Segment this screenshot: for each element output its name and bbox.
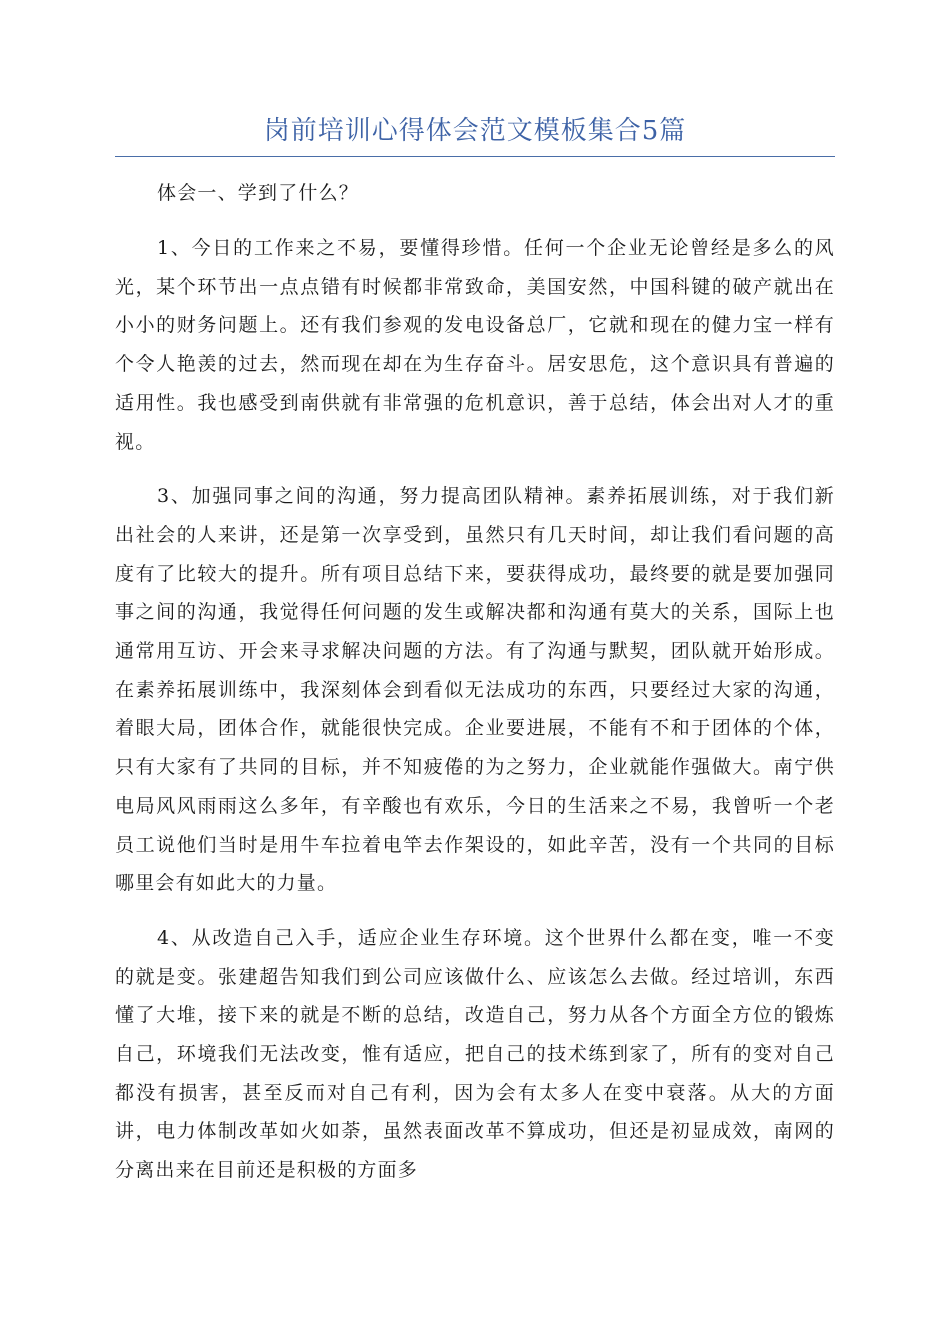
- paragraph-3: 3、加强同事之间的沟通，努力提高团队精神。素养拓展训练，对于我们新出社会的人来讲，还是第一次享受到，虽然只有几天时间，却让我们看问题的高度有了比较大的提升。所有项目总结下来，要获得成功，最终要的就是要加强同事之间的沟通，我觉得任何问题的发生或解决都和沟通有莫大的关系，国际上也通常用互访、开会来寻求解决问题的方法。有了沟通与默契，团队就开始形成。在素养拓展训练中，我深刻体会到看似无法成功的东西，只要经过大家的沟通，着眼大局，团体合作，就能很快完成。企业要进展，不能有不和于团体的个体，只有大家有了共同的目标，并不知疲倦的为之努力，企业就能作强做大。南宁供电局风风雨雨这么多年，有辛酸也有欢乐，今日的生活来之不易，我曾听一个老员工说他们当时是用牛车拉着电竿去作架设的，如此辛苦，没有一个共同的目标哪里会有如此大的力量。: [115, 485, 835, 895]
- section-heading: 体会一、学到了什么？: [157, 182, 360, 204]
- document-body: [115, 173, 835, 1206]
- document-title: 岗前培训心得体会范文模板集合5篇: [263, 116, 687, 146]
- title-block: [115, 112, 835, 157]
- paragraph-1: 1、今日的工作来之不易，要懂得珍惜。任何一个企业无论曾经是多么的风光，某个环节出一点点错有时候都非常致命，美国安然，中国科键的破产就出在小小的财务问题上。还有我们参观的发电设备总厂，它就和现在的健力宝一样有个令人艳羡的过去，然而现在却在为生存奋斗。居安思危，这个意识具有普遍的适用性。我也感受到南供就有非常强的危机意识，善于总结，体会出对人才的重视。: [115, 237, 835, 453]
- paragraph-4: 4、从改造自己入手，适应企业生存环境。这个世界什么都在变，唯一不变的就是变。张建超告知我们到公司应该做什么、应该怎么去做。经过培训，东西懂了大堆，接下来的就是不断的总结，改造自己，努力从各个方面全方位的锻炼自己，环境我们无法改变，惟有适应，把自己的技术练到家了，所有的变对自己都没有损害，甚至反而对自己有利，因为会有太多人在变中衰落。从大的方面讲，电力体制改革如火如荼，虽然表面改革不算成功，但还是初显成效，南网的分离出来在目前还是积极的方面多: [115, 926, 835, 1182]
